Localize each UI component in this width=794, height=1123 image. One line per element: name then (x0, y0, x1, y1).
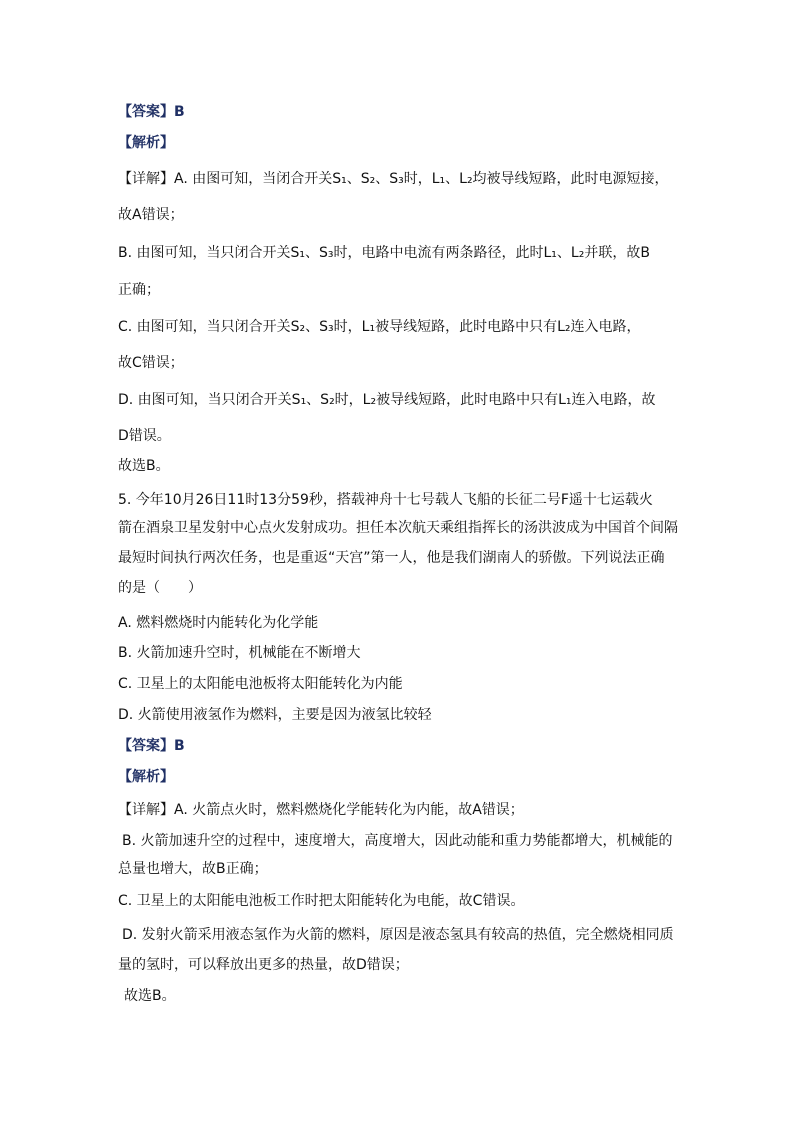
analysis-heading-q5: 【解析】 (118, 769, 174, 785)
option-c-explanation-line-1: C. 由图可知，当只闭合开关S₂、S₃时，L₁被导线短路，此时电路中只有L₂连入电路， (118, 319, 641, 335)
q4-conclusion: 故选B。 (118, 458, 170, 474)
q5-detail-b-line-2: 总量也增大，故B正确； (118, 861, 268, 877)
answer-label-q4: 【答案】B (118, 104, 185, 120)
option-b-explanation-line-2: 正确； (118, 282, 160, 298)
q5-option-a: A. 燃料燃烧时内能转化为化学能 (118, 615, 319, 631)
q5-conclusion: 故选B。 (124, 988, 176, 1004)
q5-stem-line-3: 最短时间执行两次任务，也是重返“天宫”第一人，他是我们湖南人的骄傲。下列说法正确 (118, 550, 665, 566)
q5-detail-d-line-2: 量的氢时，可以释放出更多的热量，故D错误； (118, 957, 409, 973)
option-d-explanation-line-2: D错误。 (118, 428, 171, 444)
detail-a-line-2: 故A错误； (118, 207, 184, 223)
q5-option-d: D. 火箭使用液氢作为燃料，主要是因为液氢比较轻 (118, 707, 432, 723)
option-d-explanation-line-1: D. 由图可知，当只闭合开关S₁、S₂时，L₂被导线短路，此时电路中只有L₁连入电路，故 (118, 392, 656, 408)
q5-detail-a: 【详解】A. 火箭点火时，燃料燃烧化学能转化为内能，故A错误； (118, 802, 524, 818)
q5-detail-b-line-1: B. 火箭加速升空的过程中，速度增大，高度增大，因此动能和重力势能都增大，机械能的 (122, 833, 673, 849)
q5-detail-d-line-1: D. 发射火箭采用液态氢作为火箭的燃料，原因是液态氢具有较高的热值，完全燃烧相同质 (122, 927, 674, 943)
option-c-explanation-line-2: 故C错误； (118, 355, 184, 371)
q5-option-b: B. 火箭加速升空时，机械能在不断增大 (118, 645, 361, 661)
q5-stem-line-1: 5. 今年10月26日11时13分59秒，搭载神舟十七号载人飞船的长征二号F遥十七运载火 (118, 492, 653, 508)
q5-stem-line-4: 的是（ ） (118, 580, 202, 596)
answer-label-q5: 【答案】B (118, 738, 185, 754)
q5-detail-c: C. 卫星上的太阳能电池板工作时把太阳能转化为电能，故C错误。 (118, 893, 525, 909)
analysis-heading-q4: 【解析】 (118, 135, 174, 151)
option-b-explanation-line-1: B. 由图可知，当只闭合开关S₁、S₃时，电路中电流有两条路径，此时L₁、L₂并联，故B (118, 245, 650, 261)
detail-a-line-1: 【详解】A. 由图可知，当闭合开关S₁、S₂、S₃时，L₁、L₂均被导线短路，此时电源短接， (118, 171, 669, 187)
q5-stem-line-2: 箭在酒泉卫星发射中心点火发射成功。担任本次航天乘组指挥长的汤洪波成为中国首个间隔 (118, 520, 678, 536)
q5-option-c: C. 卫星上的太阳能电池板将太阳能转化为内能 (118, 676, 403, 692)
